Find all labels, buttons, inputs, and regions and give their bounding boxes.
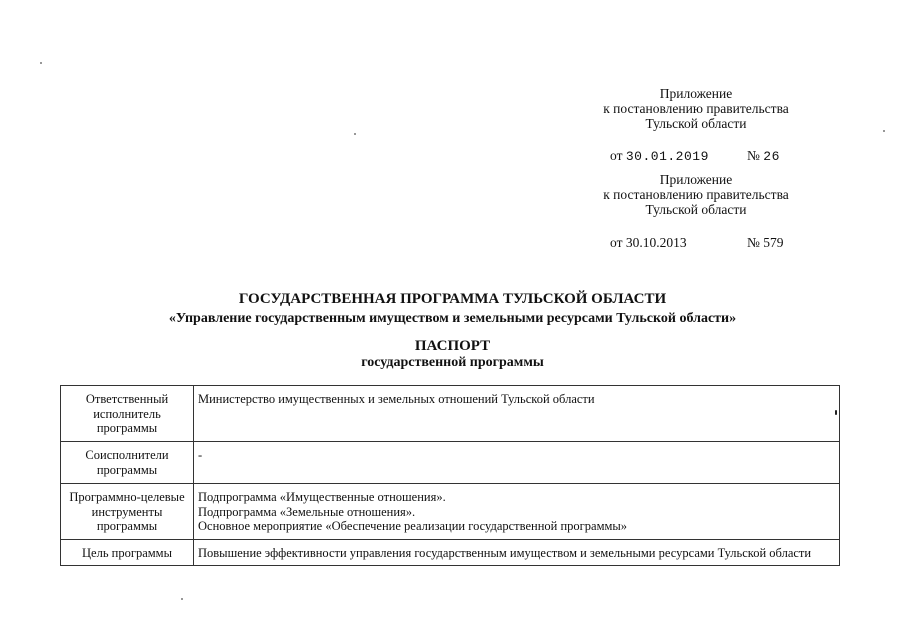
passport-table xyxy=(60,385,840,566)
decree-date: 30.10.2013 xyxy=(625,235,687,250)
program-subtitle: «Управление государственным имуществом и земельными ресурсами Тульской области» xyxy=(168,311,737,326)
row-value-responsible xyxy=(194,386,840,442)
value-line: - xyxy=(198,448,203,462)
appendix-decree-line: к постановлению правительства xyxy=(603,187,789,202)
label-line: Цель программы xyxy=(82,546,172,560)
label-line: программы xyxy=(96,421,158,435)
row-label-instruments xyxy=(61,484,194,540)
label-line: Программно-целевые xyxy=(69,490,185,504)
scan-speck xyxy=(40,62,42,64)
appendix-date-line-new xyxy=(610,148,780,164)
number-sign: № xyxy=(747,148,760,163)
date-prefix: от xyxy=(610,235,623,250)
appendix-block-new xyxy=(576,86,816,131)
appendix-title: Приложение xyxy=(659,172,733,187)
row-label-coexecutors xyxy=(61,442,194,484)
table-row xyxy=(61,540,840,566)
label-line: программы xyxy=(96,462,158,477)
row-label-goal xyxy=(61,540,194,566)
scan-speck xyxy=(835,410,837,415)
appendix-region-line: Тульской области xyxy=(645,202,747,217)
value-line: Подпрограмма «Имущественные отношения». xyxy=(198,490,446,504)
label-line: программы xyxy=(96,519,158,533)
label-line: исполнитель xyxy=(93,406,161,421)
scan-speck xyxy=(883,130,885,132)
number-sign: № xyxy=(747,235,760,250)
decree-number: 26 xyxy=(763,149,780,164)
row-value-goal xyxy=(194,540,840,566)
label-line: Ответственный xyxy=(85,392,169,406)
value-line: Министерство имущественных и земельных отношений Тульской области xyxy=(198,392,595,406)
scan-speck xyxy=(181,598,183,600)
row-value-instruments xyxy=(194,484,840,540)
label-line: Соисполнители xyxy=(85,448,169,462)
appendix-date-line-old xyxy=(610,235,784,251)
decree-date: 30.01.2019 xyxy=(625,149,709,164)
passport-heading: ПАСПОРТ xyxy=(414,338,491,354)
row-value-coexecutors xyxy=(194,442,840,484)
passport-subheading: государственной программы xyxy=(361,355,544,370)
appendix-region-line: Тульской области xyxy=(645,116,747,131)
appendix-block-old xyxy=(576,172,816,217)
row-label-responsible xyxy=(61,386,194,442)
date-prefix: от xyxy=(610,148,623,163)
label-line: инструменты xyxy=(91,504,163,519)
table-row xyxy=(61,484,840,540)
appendix-title: Приложение xyxy=(659,86,733,101)
table-row xyxy=(61,442,840,484)
decree-number: 579 xyxy=(763,235,784,250)
value-line: Повышение эффективности управления государственным имуществом и земельными ресурсами Тульской области xyxy=(198,546,812,560)
value-line: Подпрограмма «Земельные отношения». xyxy=(198,504,416,519)
program-title: ГОСУДАРСТВЕННАЯ ПРОГРАММА ТУЛЬСКОЙ ОБЛАСТИ xyxy=(238,291,667,307)
value-line: Основное мероприятие «Обеспечение реализации государственной программы» xyxy=(198,519,628,533)
table-row xyxy=(61,386,840,442)
appendix-decree-line: к постановлению правительства xyxy=(603,101,789,116)
scan-speck xyxy=(354,133,356,135)
